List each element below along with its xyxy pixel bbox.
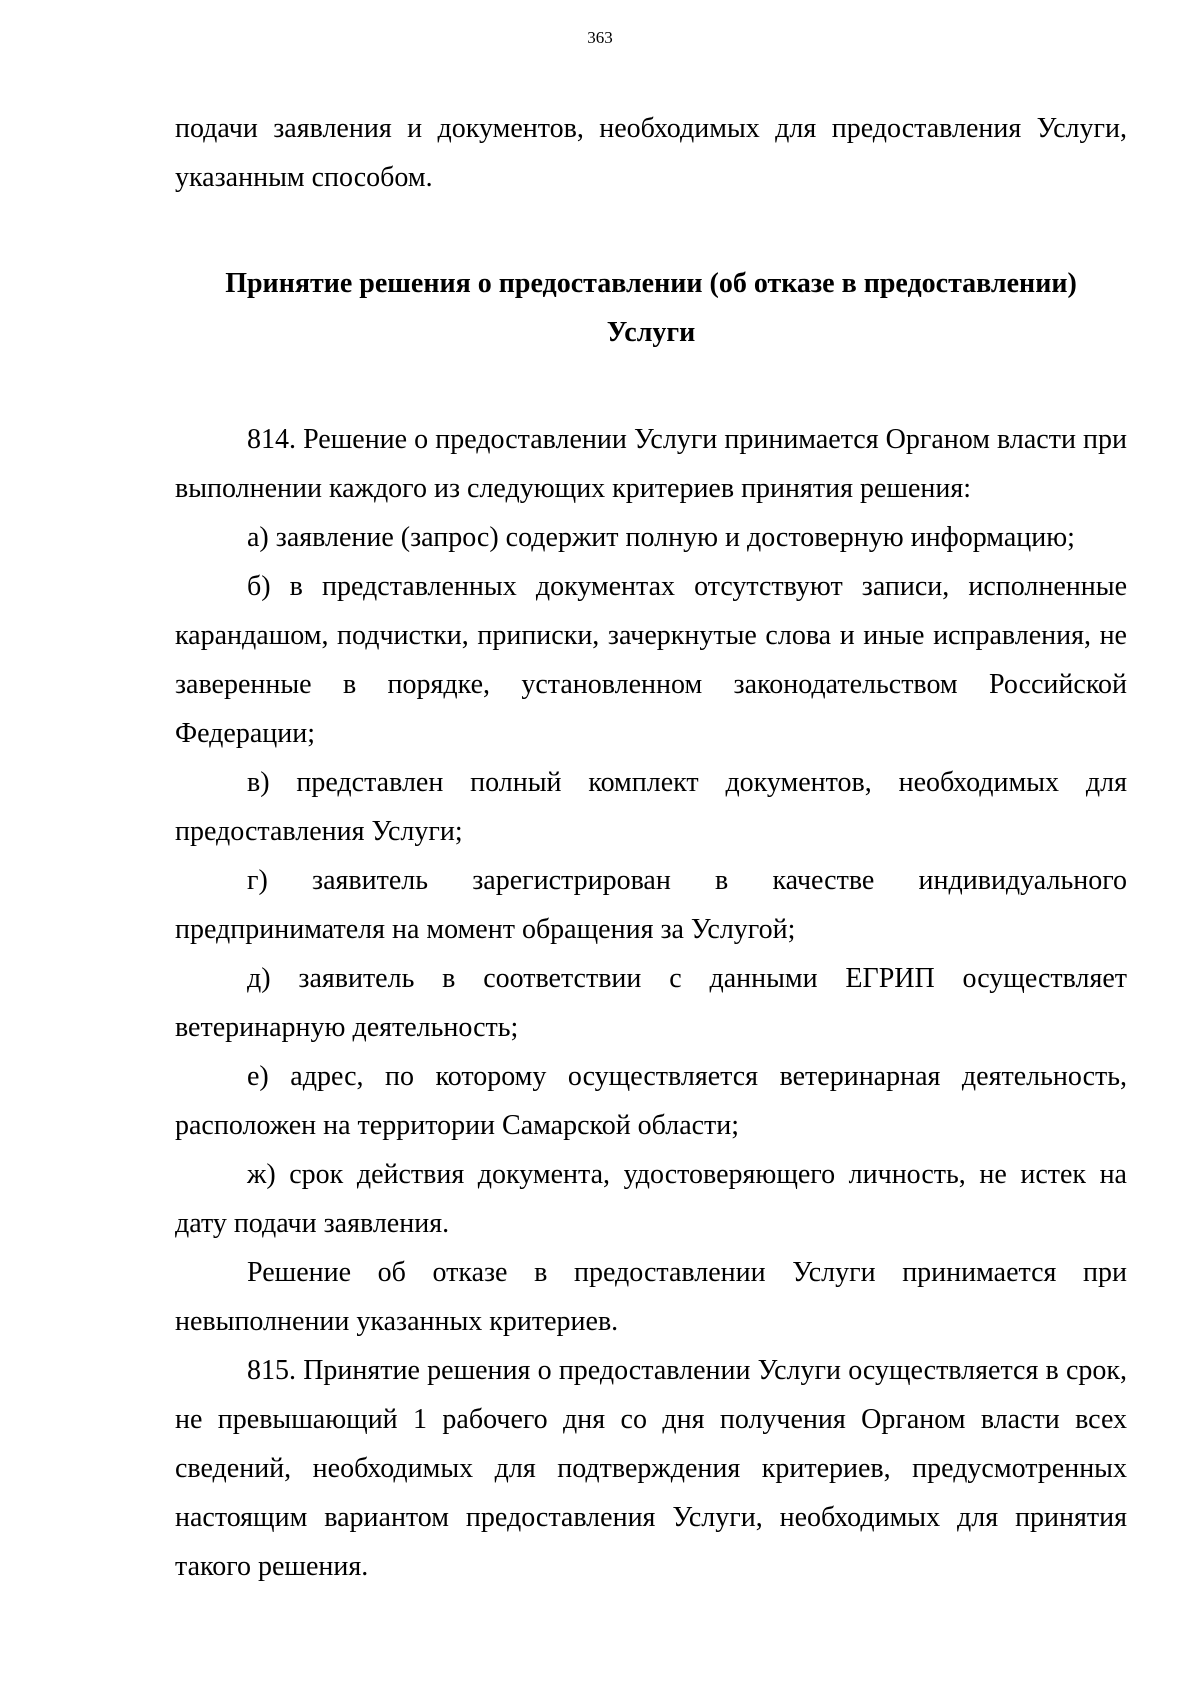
- paragraph-814: 814. Решение о предоставлении Услуги принимается Органом власти при выполнении каждого из следующих критериев принятия решения:: [175, 424, 1127, 504]
- section-heading-line-2: Услуги: [606, 317, 696, 348]
- paragraph-815: 815. Принятие решения о предоставлении Услуги осуществляется в срок, не превышающий 1 рабочего дня со дня получения Органом власти всех сведений, необходимых для подтверждения критериев, предусмотренных настоящим вариантом предоставления Услуги, необходимых для принятия такого решения.: [175, 1355, 1127, 1582]
- criterion-d: д) заявитель в соответствии с данными ЕГРИП осуществляет ветеринарную деятельность;: [175, 963, 1127, 1043]
- criterion-g: г) заявитель зарегистрирован в качестве индивидуального предпринимателя на момент обращения за Услугой;: [175, 865, 1127, 945]
- criterion-a: а) заявление (запрос) содержит полную и достоверную информацию;: [247, 522, 1075, 553]
- criterion-b: б) в представленных документах отсутствуют записи, исполненные карандашом, подчистки, приписки, зачеркнутые слова и иные исправления, не заверенные в порядке, установленном законодательством Российской Федерации;: [175, 571, 1127, 749]
- document-body: [175, 104, 1127, 1591]
- criterion-zh: ж) срок действия документа, удостоверяющего личность, не истек на дату подачи заявления.: [175, 1159, 1127, 1239]
- criterion-e: е) адрес, по которому осуществляется ветеринарная деятельность, расположен на территории Самарской области;: [175, 1061, 1127, 1141]
- refusal-paragraph: Решение об отказе в предоставлении Услуги принимается при невыполнении указанных критериев.: [175, 1257, 1127, 1337]
- criterion-v: в) представлен полный комплект документов, необходимых для предоставления Услуги;: [175, 767, 1127, 847]
- page-number: 363: [587, 28, 613, 47]
- section-heading-line-1: Принятие решения о предоставлении (об отказе в предоставлении): [225, 268, 1077, 299]
- intro-paragraph: подачи заявления и документов, необходимых для предоставления Услуги, указанным способом.: [175, 113, 1127, 193]
- section-heading: [175, 259, 1127, 357]
